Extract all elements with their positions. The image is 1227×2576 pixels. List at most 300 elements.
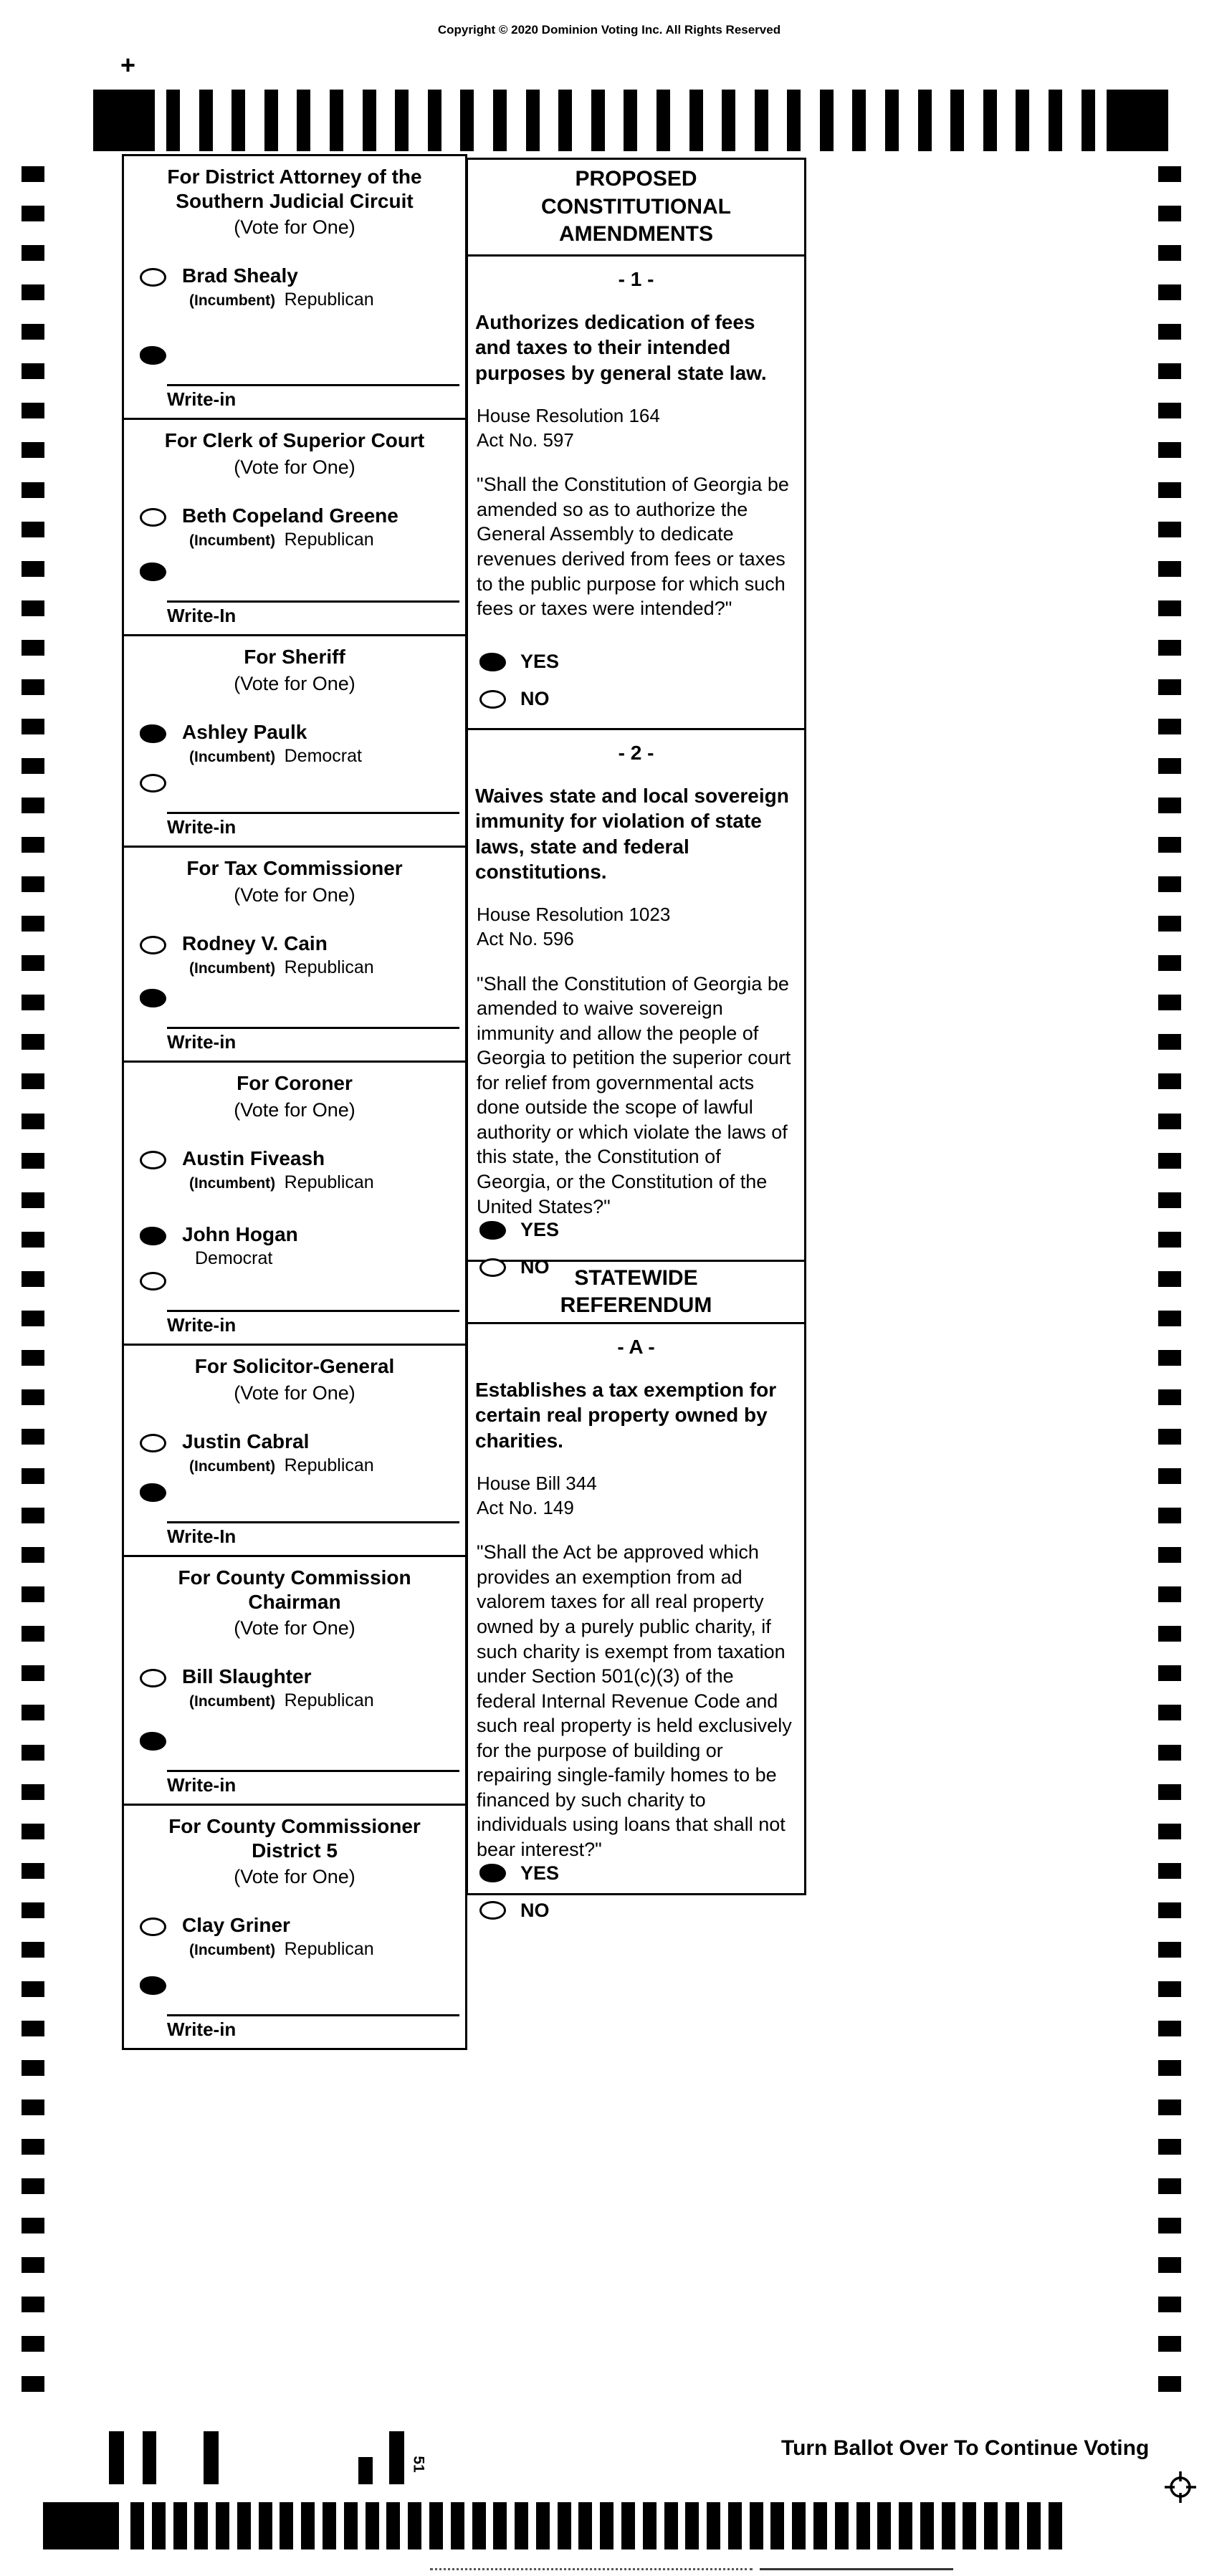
- candidate-row: [140, 1665, 465, 1711]
- writein-oval-row: [140, 346, 465, 368]
- timing-mark: [600, 2502, 614, 2549]
- candidate-subline: [182, 746, 362, 767]
- authority-line: House Resolution 164: [477, 404, 660, 426]
- vote-instruction: (Vote for One): [234, 1098, 355, 1121]
- timing-mark: [22, 442, 44, 458]
- writein-label: Write-in: [167, 816, 237, 838]
- candidate-row: [140, 504, 465, 550]
- writein-label: Write-in: [167, 1314, 237, 1336]
- timing-mark: [1158, 1350, 1181, 1366]
- timing-mark: [1158, 2178, 1181, 2194]
- candidate-info: [182, 1147, 374, 1193]
- timing-mark: [558, 2502, 571, 2549]
- candidate-subline: [182, 289, 374, 310]
- timing-mark: [1158, 1192, 1181, 1208]
- candidate-oval[interactable]: [140, 508, 166, 527]
- timing-bars: [130, 2502, 1062, 2549]
- incumbent-label: (Incumbent): [189, 1174, 276, 1192]
- writein-line[interactable]: [167, 1521, 459, 1523]
- candidate-list: [124, 932, 465, 978]
- measure: [466, 254, 806, 730]
- section-header-line: STATEWIDE: [574, 1265, 698, 1290]
- timing-mark: [22, 1232, 44, 1248]
- candidate-oval[interactable]: [140, 1917, 166, 1936]
- authority-line: Act No. 597: [477, 428, 574, 451]
- candidate-name: Ashley Paulk: [182, 720, 307, 743]
- contest-title-line: For Coroner: [237, 1072, 353, 1094]
- no-oval[interactable]: [479, 1901, 506, 1920]
- bottom-partial-line: [760, 2568, 953, 2570]
- incumbent-label: (Incumbent): [189, 532, 276, 549]
- timing-mark: [963, 2502, 976, 2549]
- yes-oval[interactable]: [479, 653, 506, 671]
- timing-mark: [22, 2060, 44, 2076]
- timing-mark: [22, 1153, 44, 1169]
- vote-instruction: (Vote for One): [234, 1866, 355, 1888]
- timing-mark: [22, 166, 44, 182]
- contest: [124, 1806, 465, 2048]
- timing-mark: [22, 1192, 44, 1208]
- timing-mark: [664, 2502, 678, 2549]
- timing-mark: [166, 90, 180, 151]
- timing-mark: [22, 758, 44, 774]
- timing-mark: [1158, 1232, 1181, 1248]
- incumbent-label: (Incumbent): [189, 1457, 276, 1475]
- writein-oval-row: [140, 989, 465, 1011]
- timing-mark: [460, 90, 474, 151]
- candidate-oval[interactable]: [140, 936, 166, 954]
- timing-mark: [152, 2502, 166, 2549]
- timing-mark: [1158, 561, 1181, 577]
- timing-mark: [22, 679, 44, 695]
- turn-ballot-over-text: Turn Ballot Over To Continue Voting: [781, 2436, 1150, 2460]
- timing-mark: [22, 2218, 44, 2233]
- timing-mark: [1158, 1508, 1181, 1523]
- vote-instruction: (Vote for One): [234, 216, 355, 239]
- candidate-oval[interactable]: [140, 1151, 166, 1169]
- party-label: Republican: [284, 1690, 374, 1711]
- writein-oval-row: [140, 562, 465, 585]
- barcode-bar: [389, 2431, 404, 2484]
- writein-line[interactable]: [167, 600, 459, 603]
- timing-mark: [216, 2502, 229, 2549]
- candidate-subline: [182, 1248, 298, 1269]
- yes-oval[interactable]: [479, 1221, 506, 1240]
- timing-mark: [1158, 363, 1181, 379]
- writein-line[interactable]: [167, 384, 459, 386]
- contest-title: [124, 645, 465, 669]
- candidate-info: [182, 1430, 374, 1476]
- candidate-row: [140, 1430, 465, 1476]
- candidate-list: [124, 1147, 465, 1269]
- contest-title: [124, 1071, 465, 1096]
- timing-mark: [22, 1468, 44, 1484]
- vote-instruction: (Vote for One): [234, 1617, 355, 1639]
- timing-mark: [835, 2502, 849, 2549]
- timing-mark: [1158, 640, 1181, 656]
- timing-mark: [22, 1705, 44, 1720]
- section-header: [466, 1260, 806, 1324]
- timing-mark: [813, 2502, 827, 2549]
- candidate-subline: [182, 1939, 374, 1960]
- yes-label: YES: [520, 651, 560, 672]
- contest-title-line: For Sheriff: [244, 646, 345, 668]
- writein-label: Write-in: [167, 1031, 237, 1053]
- timing-mark: [1158, 442, 1181, 458]
- timing-mark: [657, 90, 670, 151]
- timing-mark: [22, 1429, 44, 1445]
- timing-mark: [1158, 719, 1181, 734]
- candidate-oval[interactable]: [140, 724, 166, 743]
- contest: [124, 636, 465, 848]
- timing-mark: [984, 2502, 998, 2549]
- vote-instruction: (Vote for One): [234, 1382, 355, 1404]
- timing-mark: [1006, 2502, 1019, 2549]
- timing-mark: [578, 2502, 592, 2549]
- timing-mark: [558, 90, 572, 151]
- contest: [124, 1346, 465, 1557]
- timing-mark: [344, 2502, 358, 2549]
- top-timing-band: [93, 90, 1168, 151]
- timing-mark: [22, 1389, 44, 1405]
- measure: [466, 1322, 806, 1921]
- timing-mark: [1158, 206, 1181, 221]
- timing-bars: [166, 90, 1095, 151]
- party-label: Republican: [284, 1172, 374, 1192]
- writein-line[interactable]: [167, 1027, 459, 1029]
- timing-mark: [1049, 2502, 1062, 2549]
- candidate-subline: [182, 957, 374, 978]
- timing-mark: [1158, 916, 1181, 932]
- timing-mark: [877, 2502, 891, 2549]
- candidate-list: [124, 1430, 465, 1476]
- writein-oval[interactable]: [140, 1732, 166, 1751]
- vote-instruction: (Vote for One): [234, 672, 355, 694]
- contest-title-line: For Solicitor-General: [194, 1355, 395, 1377]
- contest-title: [124, 856, 465, 881]
- timing-mark: [22, 719, 44, 734]
- writein-label: Write-In: [167, 1526, 237, 1547]
- timing-mark: [591, 90, 605, 151]
- timing-mark: [852, 90, 866, 151]
- no-label: NO: [520, 1899, 550, 1921]
- candidate-row: [140, 1914, 465, 1960]
- party-label: Democrat: [195, 1248, 273, 1268]
- timing-mark: [1158, 600, 1181, 616]
- section-header-line: CONSTITUTIONAL: [541, 194, 731, 219]
- party-label: Republican: [284, 1939, 374, 1960]
- no-oval[interactable]: [479, 690, 506, 709]
- timing-mark: [1158, 1073, 1181, 1089]
- incumbent-label: (Incumbent): [189, 959, 276, 977]
- yes-label: YES: [520, 1219, 560, 1241]
- timing-mark: [624, 90, 637, 151]
- authority-line: House Resolution 1023: [477, 904, 671, 926]
- timing-mark: [173, 2502, 187, 2549]
- bottom-partial-line: [430, 2568, 753, 2570]
- timing-mark: [685, 2502, 699, 2549]
- timing-mark: [493, 2502, 507, 2549]
- timing-mark: [22, 798, 44, 813]
- timing-mark: [820, 90, 834, 151]
- timing-block: [1107, 90, 1168, 151]
- timing-mark: [22, 640, 44, 656]
- timing-mark: [1082, 90, 1095, 151]
- timing-mark: [22, 324, 44, 340]
- timing-mark: [536, 2502, 550, 2549]
- timing-mark: [885, 90, 899, 151]
- candidate-name: Clay Griner: [182, 1914, 290, 1937]
- crosshair-registration-icon: [1162, 2469, 1198, 2509]
- measure-authority: [477, 903, 797, 952]
- timing-mark: [1158, 1034, 1181, 1050]
- timing-mark: [526, 90, 540, 151]
- writein-oval[interactable]: [140, 346, 166, 365]
- contest-title: [124, 1814, 465, 1862]
- measure-question: "Shall the Act be approved which provides an exemption from ad valorem taxes for all real property owned by a purely public charity, if such charity is exempt from taxation under Section 501(c)(3) of the federal Internal Revenue Code and such real property is held exclusively for the purpose of building or repairing single-family homes to be financed by such charity to individuals using loans that shall not bear interest?": [477, 1541, 792, 1860]
- timing-mark: [231, 90, 245, 151]
- timing-mark: [22, 1073, 44, 1089]
- choice-row-yes: [479, 1219, 804, 1241]
- incumbent-label: (Incumbent): [189, 292, 276, 310]
- choice-row-yes: [479, 1862, 804, 1885]
- timing-mark: [1158, 245, 1181, 261]
- writein-line[interactable]: [167, 812, 459, 814]
- timing-mark: [1158, 2297, 1181, 2312]
- timing-mark: [1049, 90, 1062, 151]
- yes-label: YES: [520, 1862, 560, 1884]
- candidate-row: [140, 1147, 465, 1193]
- timing-mark: [22, 482, 44, 498]
- timing-mark: [1158, 2257, 1181, 2273]
- timing-mark: [1158, 1784, 1181, 1800]
- timing-mark: [22, 1902, 44, 1918]
- timing-mark: [856, 2502, 870, 2549]
- measure-number: - A -: [617, 1336, 655, 1358]
- candidate-oval[interactable]: [140, 268, 166, 287]
- timing-mark: [1158, 2021, 1181, 2036]
- measure-authority: [477, 1472, 797, 1521]
- timing-mark: [297, 90, 310, 151]
- timing-mark: [1158, 1745, 1181, 1761]
- stub-barcode: [109, 2431, 439, 2484]
- timing-mark: [1158, 403, 1181, 418]
- timing-mark: [22, 1863, 44, 1879]
- timing-mark: [755, 90, 768, 151]
- writein-oval-row: [140, 1272, 465, 1294]
- timing-mark: [1158, 2099, 1181, 2115]
- timing-mark: [1158, 2336, 1181, 2352]
- timing-mark: [1158, 1114, 1181, 1129]
- measure-summary: Establishes a tax exemption for certain real property owned by charities.: [475, 1379, 777, 1452]
- authority-line: House Bill 344: [477, 1472, 597, 1494]
- candidate-list: [124, 721, 465, 767]
- timing-mark: [194, 2502, 208, 2549]
- candidate-subline: [182, 1172, 374, 1193]
- timing-mark: [22, 2021, 44, 2036]
- timing-mark: [689, 90, 703, 151]
- barcode-bar: [109, 2431, 124, 2484]
- timing-mark: [1158, 522, 1181, 537]
- contest-title-line: Chairman: [248, 1590, 341, 1613]
- timing-mark: [1158, 482, 1181, 498]
- measure-summary: Waives state and local sovereign immunity for violation of state laws, state and federal constitutions.: [475, 785, 789, 883]
- timing-mark: [408, 2502, 421, 2549]
- writein-label: Write-in: [167, 388, 237, 410]
- incumbent-label: (Incumbent): [189, 1942, 276, 1959]
- candidate-oval[interactable]: [140, 1669, 166, 1687]
- candidate-row: [140, 721, 465, 767]
- candidate-row: [140, 264, 465, 310]
- timing-mark: [363, 90, 376, 151]
- timing-mark: [22, 1745, 44, 1761]
- timing-mark: [22, 1824, 44, 1839]
- timing-mark: [429, 2502, 443, 2549]
- timing-block: [93, 90, 155, 151]
- timing-mark: [259, 2502, 272, 2549]
- party-label: Republican: [284, 1455, 374, 1475]
- timing-mark: [1158, 284, 1181, 300]
- timing-mark: [386, 2502, 400, 2549]
- timing-mark: [643, 2502, 657, 2549]
- candidate-row: [140, 1223, 465, 1269]
- timing-mark: [750, 2502, 763, 2549]
- timing-mark: [1158, 1665, 1181, 1681]
- contest-title: [124, 1566, 465, 1614]
- timing-mark: [237, 2502, 251, 2549]
- timing-mark: [428, 90, 441, 151]
- writein-oval-row: [140, 1483, 465, 1505]
- stub-number: 51: [410, 2456, 427, 2473]
- candidate-list: [124, 1665, 465, 1711]
- section-header-line: REFERENDUM: [560, 1293, 712, 1317]
- vote-instruction: (Vote for One): [234, 884, 355, 906]
- measure-question: "Shall the Constitution of Georgia be amended so as to authorize the General Assembly to dedicate revenues derived from fees or taxes to the public purpose for which such fees or taxes were intended?": [477, 474, 789, 620]
- candidate-subline: [182, 530, 398, 550]
- candidate-oval[interactable]: [140, 1227, 166, 1245]
- timing-mark: [22, 1942, 44, 1958]
- timing-mark: [22, 1981, 44, 1997]
- writein-oval[interactable]: [140, 1272, 166, 1291]
- barcode-bar: [143, 2431, 156, 2484]
- timing-mark: [1158, 1153, 1181, 1169]
- writein-line[interactable]: [167, 2014, 459, 2016]
- timing-mark: [22, 206, 44, 221]
- candidate-info: [182, 1223, 298, 1269]
- candidate-oval[interactable]: [140, 1434, 166, 1452]
- contest-title: [124, 1354, 465, 1379]
- timing-mark: [1158, 1547, 1181, 1563]
- timing-mark: [1158, 2376, 1181, 2392]
- writein-oval[interactable]: [140, 774, 166, 793]
- timing-mark: [942, 2502, 955, 2549]
- candidate-info: [182, 504, 398, 550]
- timing-mark: [1158, 1824, 1181, 1839]
- timing-mark: [451, 2502, 464, 2549]
- measure-number: - 1 -: [618, 268, 654, 290]
- timing-mark: [787, 90, 801, 151]
- timing-mark: [918, 90, 932, 151]
- timing-mark: [1158, 1981, 1181, 1997]
- right-column: [466, 158, 806, 1921]
- candidate-subline: [182, 1690, 374, 1711]
- barcode-bar: [358, 2457, 373, 2484]
- writein-label: Write-in: [167, 1774, 237, 1796]
- writein-oval[interactable]: [140, 1483, 166, 1502]
- timing-mark: [1158, 1863, 1181, 1879]
- timing-mark: [22, 837, 44, 853]
- timing-mark: [22, 955, 44, 971]
- timing-mark: [1158, 2218, 1181, 2233]
- timing-mark: [22, 1114, 44, 1129]
- measure-choices: [468, 1862, 804, 1940]
- timing-mark: [1158, 1468, 1181, 1484]
- timing-mark: [1158, 1705, 1181, 1720]
- contest-title-line: For County Commissioner: [168, 1815, 421, 1837]
- writein-oval-row: [140, 774, 465, 796]
- bottom-timing-band: [43, 2502, 1074, 2549]
- timing-mark: [22, 1626, 44, 1642]
- timing-block: [43, 2502, 119, 2549]
- candidate-name: Bill Slaughter: [182, 1665, 312, 1688]
- writein-oval[interactable]: [140, 989, 166, 1007]
- candidate-subline: [182, 1455, 374, 1476]
- contest: [124, 156, 465, 420]
- timing-mark: [1158, 679, 1181, 695]
- candidate-info: [182, 721, 362, 767]
- timing-mark: [1158, 324, 1181, 340]
- contest-title: [124, 428, 465, 453]
- authority-line: Act No. 596: [477, 927, 574, 949]
- timing-mark: [22, 2257, 44, 2273]
- timing-mark: [22, 403, 44, 418]
- candidate-list: [124, 504, 465, 550]
- authority-line: Act No. 149: [477, 1496, 574, 1518]
- writein-oval[interactable]: [140, 1976, 166, 1995]
- timing-mark: [950, 90, 964, 151]
- candidate-list: [124, 1914, 465, 1960]
- measure-question: "Shall the Constitution of Georgia be amended to waive sovereign immunity and allow the people of Georgia to petition the superior court for relief from governmental acts done outside the scope of lawful authority or which violate the laws of this state, the Constitution of Georgia, or the Constitution of the United States?": [477, 972, 791, 1217]
- no-label: NO: [520, 688, 550, 709]
- timing-mark: [22, 995, 44, 1010]
- timing-mark: [1158, 1902, 1181, 1918]
- timing-mark: [1158, 1429, 1181, 1445]
- timing-mark: [1158, 2139, 1181, 2155]
- timing-mark: [22, 1350, 44, 1366]
- candidate-info: [182, 264, 374, 310]
- section-header-line: AMENDMENTS: [559, 222, 713, 246]
- edge-timing-marks-left: [22, 166, 44, 2392]
- yes-oval[interactable]: [479, 1864, 506, 1882]
- measure-authority: [477, 404, 797, 453]
- writein-oval[interactable]: [140, 562, 166, 581]
- writein-line[interactable]: [167, 1770, 459, 1772]
- writein-label: Write-in: [167, 2019, 237, 2040]
- writein-line[interactable]: [167, 1310, 459, 1312]
- contest-title-line: For District Attorney of the: [167, 166, 422, 188]
- timing-mark: [515, 2502, 528, 2549]
- contest-title-line: District 5: [252, 1839, 338, 1862]
- timing-mark: [22, 284, 44, 300]
- timing-mark: [1158, 955, 1181, 971]
- timing-mark: [1158, 1311, 1181, 1326]
- contest: [124, 420, 465, 636]
- timing-mark: [22, 2376, 44, 2392]
- timing-mark: [22, 1311, 44, 1326]
- timing-mark: [792, 2502, 806, 2549]
- timing-mark: [323, 2502, 336, 2549]
- timing-mark: [22, 245, 44, 261]
